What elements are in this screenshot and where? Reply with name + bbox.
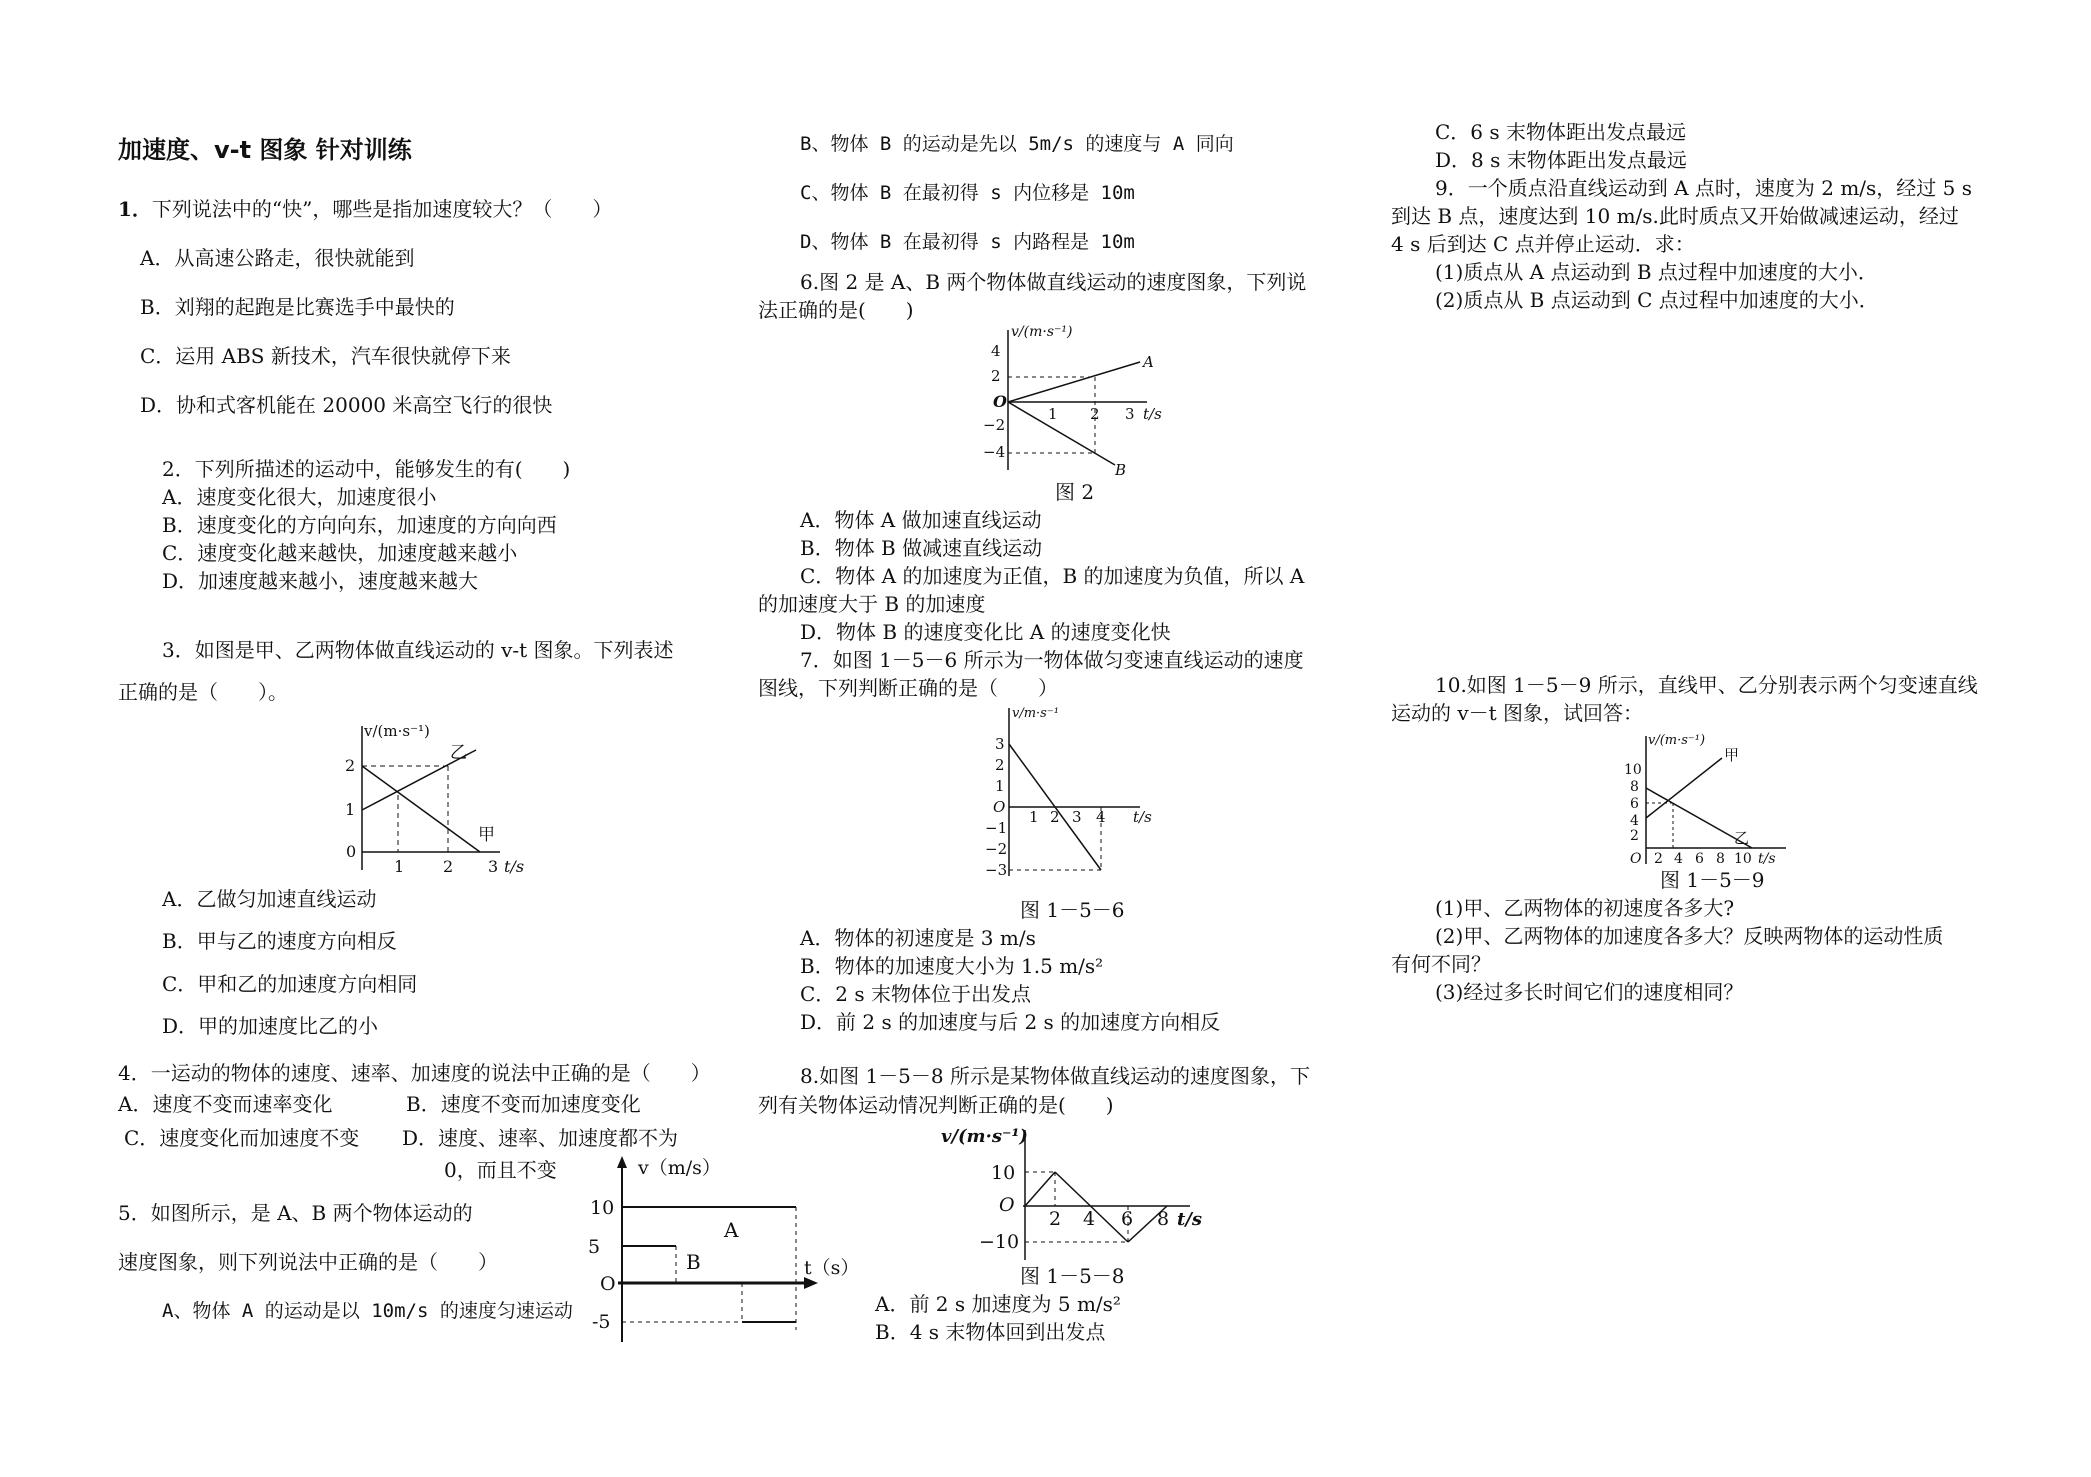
question-5-option-b: B、物体 B 的运动是先以 5m/s 的速度与 A 同向 — [800, 133, 1234, 155]
question-3-option-c: C．甲和乙的加速度方向相同 — [162, 972, 418, 996]
question-9-sub1: (1)质点从 A 点运动到 B 点过程中加速度的大小． — [1435, 260, 1878, 284]
question-5-option-c: C、物体 B 在最初得 s 内位移是 10m — [800, 182, 1135, 204]
q10-xtick-6: 6 — [1695, 851, 1704, 867]
q6-ytick-2: 2 — [991, 367, 1001, 385]
question-6-caption: 图 2 — [1055, 480, 1095, 504]
question-3-option-d: D．甲的加速度比乙的小 — [162, 1014, 379, 1038]
question-9-line1: 9．一个质点沿直线运动到 A 点时，速度为 2 m/s，经过 5 s — [1435, 176, 1972, 200]
q5-label-a: A — [724, 1218, 739, 1242]
q5-label-b: B — [686, 1250, 701, 1274]
question-1-number: 1． — [118, 197, 152, 221]
q10-xtick-10: 10 — [1734, 851, 1752, 867]
question-7-stem-line1: 7．如图 1－5－6 所示为一物体做匀变速直线运动的速度 — [800, 648, 1304, 672]
q3-ytick-2: 2 — [345, 756, 356, 775]
q7-xtick-1: 1 — [1029, 808, 1039, 826]
q6-origin: O — [993, 392, 1007, 411]
q7-xlabel: t/s — [1133, 808, 1152, 826]
question-4-option-d-line2: 0，而且不变 — [444, 1158, 557, 1182]
question-8-stem-line2: 列有关物体运动情况判断正确的是( ) — [758, 1093, 1114, 1117]
question-1-text: 下列说法中的“快”，哪些是指加速度较大？（ ） — [151, 197, 613, 221]
q5-ylabel: v（m/s） — [638, 1157, 721, 1179]
q6-line-a — [1008, 362, 1140, 402]
question-1-stem — [118, 195, 612, 223]
question-4-stem: 4．一运动的物体的速度、速率、加速度的说法中正确的是（ ） — [118, 1061, 711, 1085]
q10-ytick-10: 10 — [1624, 762, 1642, 778]
q7-origin: O — [993, 798, 1006, 816]
q5-ytick-5: 5 — [588, 1236, 601, 1258]
q6-ytick-neg4: −4 — [983, 443, 1006, 461]
q6-ylabel: v/(m·s⁻¹) — [1011, 324, 1073, 340]
question-8-option-a: A．前 2 s 加速度为 5 m/s² — [875, 1292, 1121, 1316]
q5-y-arrow — [617, 1156, 627, 1168]
q8-seg-2 — [1055, 1172, 1128, 1242]
q7-ytick-neg3: −3 — [985, 861, 1008, 879]
question-5-stem-line2: 速度图象，则下列说法中正确的是（ ） — [118, 1250, 498, 1274]
q10-ytick-4: 4 — [1630, 813, 1639, 829]
q8-xtick-8: 8 — [1157, 1208, 1170, 1230]
q6-xlabel: t/s — [1143, 405, 1162, 423]
question-5-velocity-graph — [578, 1150, 860, 1350]
q6-ytick-neg2: −2 — [983, 416, 1006, 434]
q8-ytick-10: 10 — [991, 1162, 1016, 1184]
q3-label-yi: 乙 — [450, 743, 467, 763]
question-4-option-c: C．速度变化而加速度不变 — [124, 1126, 360, 1150]
q10-xlabel: t/s — [1758, 851, 1776, 867]
q3-xtick-3: 3 — [488, 857, 499, 876]
q10-ytick-2: 2 — [1630, 828, 1639, 844]
q8-xtick-4: 4 — [1083, 1208, 1096, 1230]
q10-ytick-6: 6 — [1630, 796, 1639, 812]
q10-ylabel: v/(m·s⁻¹) — [1648, 733, 1706, 748]
q8-xlabel: t/s — [1177, 1209, 1203, 1230]
question-3-option-a: A．乙做匀加速直线运动 — [162, 887, 377, 911]
question-6-option-a: A．物体 A 做加速直线运动 — [800, 508, 1042, 532]
q8-xtick-6: 6 — [1121, 1208, 1134, 1230]
question-9-line2: 到达 B 点，速度达到 10 m/s.此时质点又开始做减速运动，经过 — [1391, 204, 1959, 228]
question-8-stem-line1: 8.如图 1－5－8 所示是某物体做直线运动的速度图象，下 — [800, 1064, 1310, 1088]
question-7-option-a: A．物体的初速度是 3 m/s — [800, 926, 1036, 950]
q10-label-yi: 乙 — [1734, 829, 1750, 847]
q8-ytick-neg10: −10 — [979, 1231, 1020, 1253]
q3-ylabel: v/(m·s⁻¹) — [364, 722, 430, 740]
q7-ytick-1: 1 — [995, 777, 1005, 795]
question-8-option-b: B．4 s 末物体回到出发点 — [875, 1320, 1106, 1344]
question-8-caption: 图 1－5－8 — [1020, 1264, 1125, 1288]
q3-xtick-1: 1 — [394, 857, 405, 876]
q8-seg-1 — [1025, 1172, 1055, 1206]
question-2-option-b: B．速度变化的方向向东，加速度的方向向西 — [162, 513, 557, 537]
q7-ytick-3: 3 — [995, 735, 1005, 753]
q8-ylabel: v/(m·s⁻¹) — [941, 1126, 1028, 1147]
q6-xtick-3: 3 — [1125, 405, 1135, 423]
question-10-sub2-line2: 有何不同？ — [1391, 952, 1491, 976]
question-8-option-d: D．8 s 末物体距出发点最远 — [1435, 148, 1687, 172]
question-7-velocity-graph — [975, 700, 1175, 882]
question-10-sub2-line1: (2)甲、乙两物体的加速度各多大？反映两物体的运动性质 — [1435, 924, 1944, 948]
question-10-line1: 10.如图 1－5－9 所示，直线甲、乙分别表示两个匀变速直线 — [1435, 673, 1978, 697]
question-6-option-c-line1: C．物体 A 的加速度为正值，B 的加速度为负值，所以 A — [800, 564, 1305, 588]
question-3-option-b: B．甲与乙的速度方向相反 — [162, 929, 397, 953]
question-3-stem-line2: 正确的是（ ）。 — [118, 680, 288, 704]
q5-ytick-10: 10 — [590, 1197, 615, 1219]
q10-xtick-4: 4 — [1674, 851, 1683, 867]
q7-xtick-4: 4 — [1096, 808, 1106, 826]
q10-ytick-8: 8 — [1630, 779, 1639, 795]
question-6-velocity-graph — [975, 320, 1175, 478]
q10-xtick-2: 2 — [1654, 851, 1663, 867]
question-8-option-c: C．6 s 末物体距出发点最远 — [1435, 120, 1687, 144]
q7-xtick-2: 2 — [1050, 808, 1060, 826]
q7-ytick-neg1: −1 — [985, 819, 1008, 837]
q8-xtick-2: 2 — [1049, 1208, 1062, 1230]
q3-ytick-1: 1 — [345, 800, 356, 819]
question-7-caption: 图 1－5－6 — [1020, 898, 1125, 922]
q6-xtick-1: 1 — [1048, 405, 1058, 423]
q10-origin: O — [1630, 851, 1642, 867]
question-6-stem-line2: 法正确的是( ) — [758, 298, 914, 322]
q6-label-a: A — [1143, 353, 1154, 371]
q3-xtick-2: 2 — [443, 857, 454, 876]
question-7-stem-line2: 图线，下列判断正确的是（ ） — [758, 676, 1058, 700]
question-9-sub2: (2)质点从 B 点运动到 C 点过程中加速度的大小． — [1435, 288, 1879, 312]
question-1-option-a: A．从高速公路走，很快就能到 — [140, 246, 415, 270]
question-4-option-a: A．速度不变而速率变化 — [118, 1092, 333, 1116]
question-6-option-d: D．物体 B 的速度变化比 A 的速度变化快 — [800, 620, 1171, 644]
question-10-sub1: (1)甲、乙两物体的初速度各多大? — [1435, 896, 1735, 920]
question-3-stem-line1: 3．如图是甲、乙两物体做直线运动的 v-t 图象。下列表述 — [162, 638, 674, 662]
question-1-option-b: B．刘翔的起跑是比赛选手中最快的 — [140, 295, 455, 319]
question-5-stem-line1: 5．如图所示，是 A、B 两个物体运动的 — [118, 1201, 473, 1225]
question-5-option-d: D、物体 B 在最初得 s 内路程是 10m — [800, 231, 1135, 253]
q3-ytick-0: 0 — [346, 842, 357, 861]
q7-xtick-3: 3 — [1072, 808, 1082, 826]
q5-origin: O — [600, 1273, 616, 1295]
question-8-velocity-graph — [935, 1122, 1220, 1262]
page-title: 加速度、v-t 图象 针对训练 — [118, 136, 412, 164]
question-3-velocity-graph — [340, 718, 540, 878]
question-9-line3: 4 s 后到达 C 点并停止运动．求： — [1391, 232, 1695, 256]
question-6-option-c-line2: 的加速度大于 B 的加速度 — [758, 592, 986, 616]
q8-origin: O — [999, 1194, 1015, 1216]
question-1-option-c: C．运用 ABS 新技术，汽车很快就停下来 — [140, 344, 511, 368]
q3-label-jia: 甲 — [478, 825, 495, 845]
question-2-option-d: D．加速度越来越小，速度越来越大 — [162, 569, 479, 593]
q7-ytick-2: 2 — [995, 756, 1005, 774]
question-6-stem-line1: 6.图 2 是 A、B 两个物体做直线运动的速度图象，下列说 — [800, 270, 1307, 294]
question-2-option-a: A．速度变化很大，加速度很小 — [162, 485, 437, 509]
question-2-option-c: C．速度变化越来越快，加速度越来越小 — [162, 541, 518, 565]
q5-xlabel: t（s） — [804, 1257, 860, 1279]
question-4-option-d-line1: D．速度、速率、加速度都不为 — [402, 1126, 679, 1150]
q5-ytick-neg5: -5 — [592, 1311, 611, 1333]
q6-xtick-2: 2 — [1090, 405, 1100, 423]
q6-label-b: B — [1115, 461, 1127, 478]
question-7-option-b: B．物体的加速度大小为 1.5 m/s² — [800, 954, 1104, 978]
question-6-option-b: B．物体 B 做减速直线运动 — [800, 536, 1043, 560]
question-7-option-d: D．前 2 s 的加速度与后 2 s 的加速度方向相反 — [800, 1010, 1221, 1034]
q7-ytick-neg2: −2 — [985, 840, 1008, 858]
q10-xtick-8: 8 — [1716, 851, 1725, 867]
question-4-option-b: B．速度不变而加速度变化 — [406, 1092, 641, 1116]
q10-label-jia: 甲 — [1724, 746, 1740, 764]
question-7-option-c: C．2 s 末物体位于出发点 — [800, 982, 1032, 1006]
question-2-stem: 2．下列所描述的运动中，能够发生的有( ) — [162, 457, 571, 481]
question-5-option-a: A、物体 A 的运动是以 10m/s 的速度匀速运动 — [162, 1300, 573, 1322]
question-10-sub3: (3)经过多长时间它们的速度相同？ — [1435, 980, 1744, 1004]
question-10-line2: 运动的 v－t 图象，试回答： — [1391, 701, 1644, 725]
q7-ylabel: v/m·s⁻¹ — [1012, 706, 1059, 721]
q3-xlabel: t/s — [504, 857, 525, 876]
question-10-velocity-graph — [1616, 730, 1811, 870]
q6-ytick-4: 4 — [991, 342, 1001, 360]
question-10-caption: 图 1－5－9 — [1660, 868, 1765, 892]
question-1-option-d: D．协和式客机能在 20000 米高空飞行的很快 — [140, 393, 553, 417]
